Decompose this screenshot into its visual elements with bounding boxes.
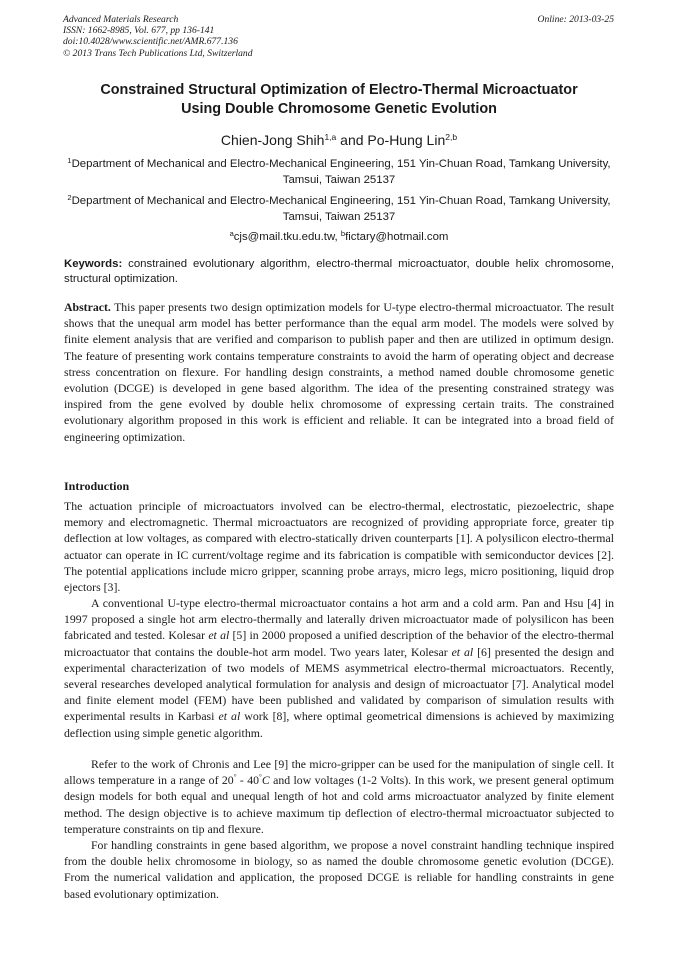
intro-paragraph-1: The actuation principle of microactuators involved can be electro-thermal, electrostatic, piezoelectric, shape memory and electromagnetic. Thermal microactuators are recognized of providing appropriate force, greater tip deflection at low voltages, as compared with electro-statically driven counterparts [1]. A polysilicon electro-thermal actuator can operate in IC current/voltage regime and its fabrication is compatible with semiconductor devices [2]. The potential applications include micro gripper, scanning probe arrays, micro legs, micro positioning, liquid drop ejectors [3].: [64, 499, 614, 595]
p3-text-a: Refer to the work of Chronis and Lee [9] the micro-gripper can be used for the manipulation of single cell. It allows temperature in a range of: [64, 757, 614, 788]
intro-paragraph-3: [64, 756, 614, 837]
p2-text-b: [5] in 2000 proposed a unified description of the behavior of the electro-thermal microactuator that contains the double-hot arm model. Two years later, Kolesar: [64, 628, 615, 659]
abstract-text: This paper presents two design optimization models for U-type electro-thermal microactuator. The result shows that the unequal arm model has better performance than the equal arm model. The models were solved by finite element analysis that are verified and comparison to publish paper and then are utilized in optimum design. The feature of presenting work contains temperature constraints to avoid the harm of operating object and decrease stress concentration on flexure. For handling design constraints, a method named double chromosome genetic evolution (DCGE) is developed in gene based algorithm. The idea of the presenting constrained strategy was inspired from the gene evolved by double helix chromosome of expressing certain traits. The constrained evolutionary algorithm proposed in this work is efficient and reliable. It can be integrated into a broad field of engineering optimization.: [64, 300, 614, 444]
title-line-2: Using Double Chromosome Genetic Evolution: [181, 101, 497, 117]
keywords-block: [64, 257, 614, 288]
author-emails: [66, 230, 612, 245]
degree-symbol-2: °: [259, 773, 262, 782]
title-line-1: Constrained Structural Optimization of Electro-Thermal Microactuator: [100, 82, 578, 98]
affiliation-2-number: 2: [67, 193, 72, 202]
affiliation-2-text: Department of Mechanical and Electro-Mechanical Engineering, 151 Yin-Chuan Road, Tamkang University, Tamsui, Taiwan 25137: [71, 195, 611, 223]
intro-paragraph-4: For handling constraints in gene based algorithm, we propose a novel constraint handling technique inspired from the double helix chromosome in biology, so as named the double chromosome genetic evolution (DCGE). From the numerical validation and application, the proposed DCGE is reliable for handling constraints in gene based evolutionary optimization.: [64, 838, 614, 901]
journal-name: Advanced Materials Research: [63, 14, 179, 25]
author-connector: and: [336, 132, 368, 148]
intro-paragraph-2: [64, 595, 614, 741]
affiliation-1: [66, 157, 612, 188]
doi-line[interactable]: doi:10.4028/www.scientific.net/AMR.677.136: [63, 36, 238, 48]
affiliation-1-number: 1: [67, 156, 72, 165]
paper-title: [60, 81, 618, 119]
author-2: Po-Hung Lin: [367, 132, 446, 148]
email-a-mark: a: [229, 229, 234, 238]
abstract-block: [64, 299, 614, 445]
author-list: [60, 131, 618, 149]
author-1-affiliation-mark: 1,a: [324, 132, 337, 142]
abstract-label: Abstract.: [64, 300, 111, 314]
p2-et-al-1: et al: [208, 628, 230, 643]
p2-et-al-2: et al: [451, 644, 474, 659]
temp-high: 40: [247, 773, 260, 788]
p2-text-c: [6] presented the design and experimental characterization of two models of MEMS asymmetrical electro-thermal microactuators. Recently, several researches developed analytical formulation for analysis and design of microactuator [7]. Analytical model and finite element model (FEM) have been published and validated by comparison of simulation results with experimental results in Karbasi: [64, 644, 615, 724]
keywords-label: Keywords:: [64, 258, 123, 270]
journal-header: [63, 14, 393, 59]
range-dash: -: [236, 773, 248, 788]
introduction-heading: Introduction: [64, 479, 130, 493]
temp-unit: C: [261, 773, 270, 788]
copyright-line: © 2013 Trans Tech Publications Ltd, Switzerland: [63, 47, 253, 59]
p2-text-a: A conventional U-type electro-thermal microactuator contains a hot arm and a cold arm. Pan and Hsu [4] in 1997 proposed a single hot arm electro-thermally and laterally driven microactuator made of polysilicon has been fabricated and tested. Kolesar: [64, 596, 614, 643]
p2-text-d: work [8], where optimal geometrical dimensions is achieved by maximizing deflection using simple genetic algorithm.: [64, 709, 614, 740]
temp-low: 20: [221, 773, 234, 788]
affiliation-1-text: Department of Mechanical and Electro-Mechanical Engineering, 151 Yin-Chuan Road, Tamkang University, Tamsui, Taiwan 25137: [71, 158, 611, 186]
issn-line: ISSN: 1662-8985, Vol. 677, pp 136-141: [63, 25, 215, 37]
email-b[interactable]: fictary@hotmail.com: [345, 231, 449, 243]
keywords-text: constrained evolutionary algorithm, electro-thermal microactuator, double helix chromosome, structural optimization.: [64, 258, 614, 286]
affiliation-2: [66, 194, 612, 225]
p3-text-b: and low voltages (1-2 Volts). In this work, we present general optimum design models for both equal and unequal length of hot and cold arms microactuator analyzed by finite element method. The design objective is to achieve maximum tip deflection of electro-thermal microactuator subjected to temperature constraints on tip and flexure.: [64, 773, 614, 836]
author-1: Chien-Jong Shih: [220, 132, 325, 148]
author-2-affiliation-mark: 2,b: [445, 132, 458, 142]
email-b-mark: b: [340, 229, 346, 238]
email-a[interactable]: cjs@mail.tku.edu.tw,: [233, 231, 341, 243]
p2-et-al-3: et al: [218, 709, 241, 724]
online-date: Online: 2013-03-25: [537, 14, 614, 25]
degree-symbol-1: °: [233, 773, 237, 782]
